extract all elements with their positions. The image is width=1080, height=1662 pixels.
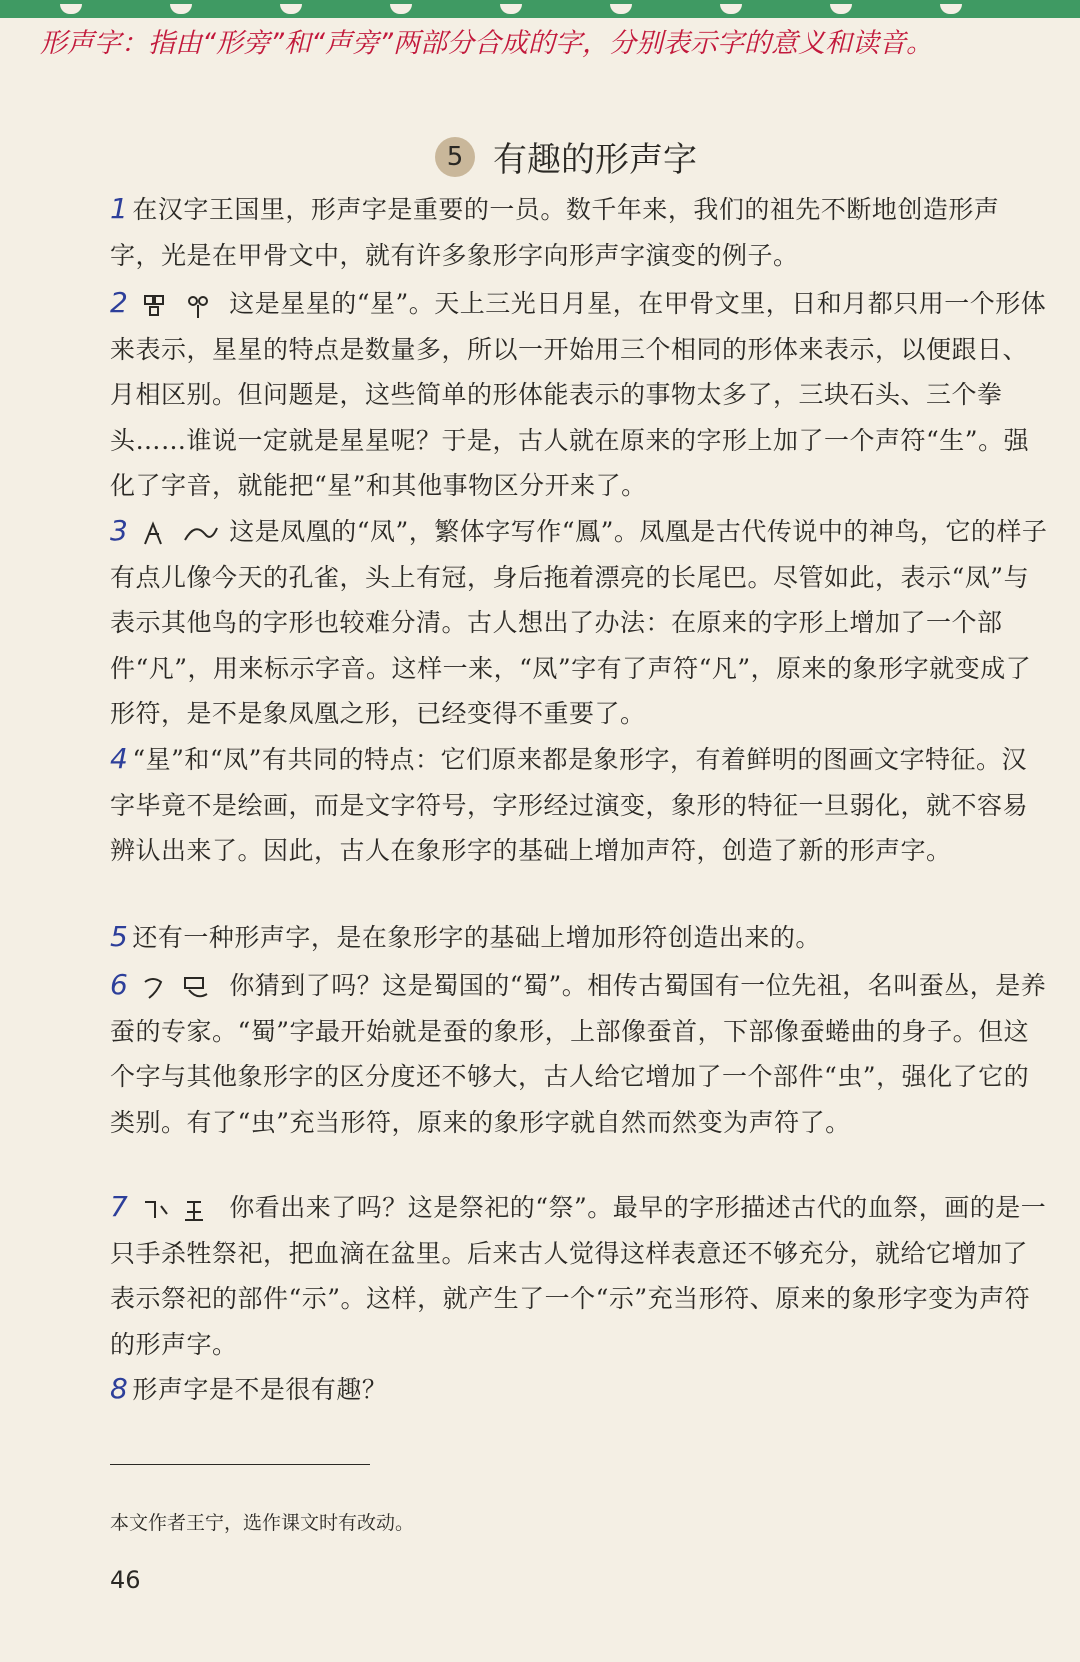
footnote-divider <box>110 1464 370 1465</box>
paragraph-text: 形声字是不是很有趣？ <box>132 1375 388 1404</box>
paragraph-4 <box>110 736 1050 874</box>
ancient-phoenix-glyphs <box>141 520 221 548</box>
footnote: 本文作者王宁，选作课文时有改动。 <box>110 1512 415 1534</box>
paragraph-number: 7 <box>110 1190 129 1223</box>
paragraph-number: 8 <box>110 1372 129 1405</box>
lesson-title: 有趣的形声字 <box>493 140 697 180</box>
paragraph-number: 3 <box>110 514 129 547</box>
paragraph-2 <box>110 280 1050 509</box>
paragraph-6 <box>110 962 1050 1145</box>
paragraph-number: 4 <box>110 742 129 775</box>
ancient-ji-glyphs <box>141 1196 221 1224</box>
paragraph-1 <box>110 186 1050 278</box>
paragraph-3 <box>110 508 1050 737</box>
lesson-header <box>435 132 697 181</box>
paragraph-text: 在汉字王国里，形声字是重要的一员。数千年来，我们的祖先不断地创造形声字，光是在甲骨文中，就有许多象形字向形声字演变的例子。 <box>110 195 1000 270</box>
lesson-number-badge: 5 <box>435 137 475 177</box>
paragraph-number: 2 <box>110 286 129 319</box>
handwritten-definition-note: 形声字：指由“形旁”和“声旁”两部分合成的字，分别表示字的意义和读音。 <box>40 28 933 59</box>
ancient-star-glyphs <box>141 292 221 320</box>
paragraph-text: 你猜到了吗？这是蜀国的“蜀”。相传古蜀国有一位先祖，名叫蚕丛，是养蚕的专家。“蜀”字最开始就是蚕的象形，上部像蚕首，下部像蚕蜷曲的身子。但这个字与其他象形字的区分度还不够大，古人给它增加了一个部件“虫”，强化了它的类别。有了“虫”充当形符，原来的象形字就自然而然变为声符了。 <box>110 971 1047 1137</box>
paragraph-number: 1 <box>110 192 129 225</box>
paragraph-number: 5 <box>110 920 129 953</box>
page-top-band <box>0 0 1080 18</box>
paragraph-text: 这是凤凰的“凤”，繁体字写作“鳳”。凤凰是古代传说中的神鸟，它的样子有点儿像今天的孔雀，头上有冠，身后拖着漂亮的长尾巴。尽管如此，表示“凤”与表示其他鸟的字形也较难分清。古人想出了办法：在原来的字形上增加了一个部件“凡”，用来标示字音。这样一来，“凤”字有了声符“凡”，原来的象形字就变成了形符，是不是象凤凰之形，已经变得不重要了。 <box>110 517 1048 728</box>
paragraph-8 <box>110 1366 1050 1413</box>
paragraph-text: 你看出来了吗？这是祭祀的“祭”。最早的字形描述古代的血祭，画的是一只手杀牲祭祀，把血滴在盆里。后来古人觉得这样表意还不够充分，就给它增加了表示祭祀的部件“示”。这样，就产生了一个“示”充当形符、原来的象形字变为声符的形声字。 <box>110 1193 1047 1359</box>
textbook-page <box>0 18 1080 1662</box>
paragraph-text: 还有一种形声字，是在象形字的基础上增加形符创造出来的。 <box>132 923 821 952</box>
ancient-shu-glyphs <box>141 974 221 1002</box>
paragraph-text: “星”和“凤”有共同的特点：它们原来都是象形字，有着鲜明的图画文字特征。汉字毕竟不是绘画，而是文字符号，字形经过演变，象形的特征一旦弱化，就不容易辨认出来了。因此，古人在象形字的基础上增加声符，创造了新的形声字。 <box>110 745 1029 865</box>
paragraph-text: 这是星星的“星”。天上三光日月星，在甲骨文里，日和月都只用一个形体来表示，星星的特点是数量多，所以一开始用三个相同的形体来表示，以便跟日、月相区别。但问题是，这些简单的形体能表示的事物太多了，三块石头、三个拳头……谁说一定就是星星呢？于是，古人就在原来的字形上加了一个声符“生”。强化了字音，就能把“星”和其他事物区分开来了。 <box>110 289 1047 500</box>
paragraph-7 <box>110 1184 1050 1367</box>
page-number: 46 <box>110 1566 141 1594</box>
paragraph-5 <box>110 914 1050 961</box>
paragraph-number: 6 <box>110 968 129 1001</box>
